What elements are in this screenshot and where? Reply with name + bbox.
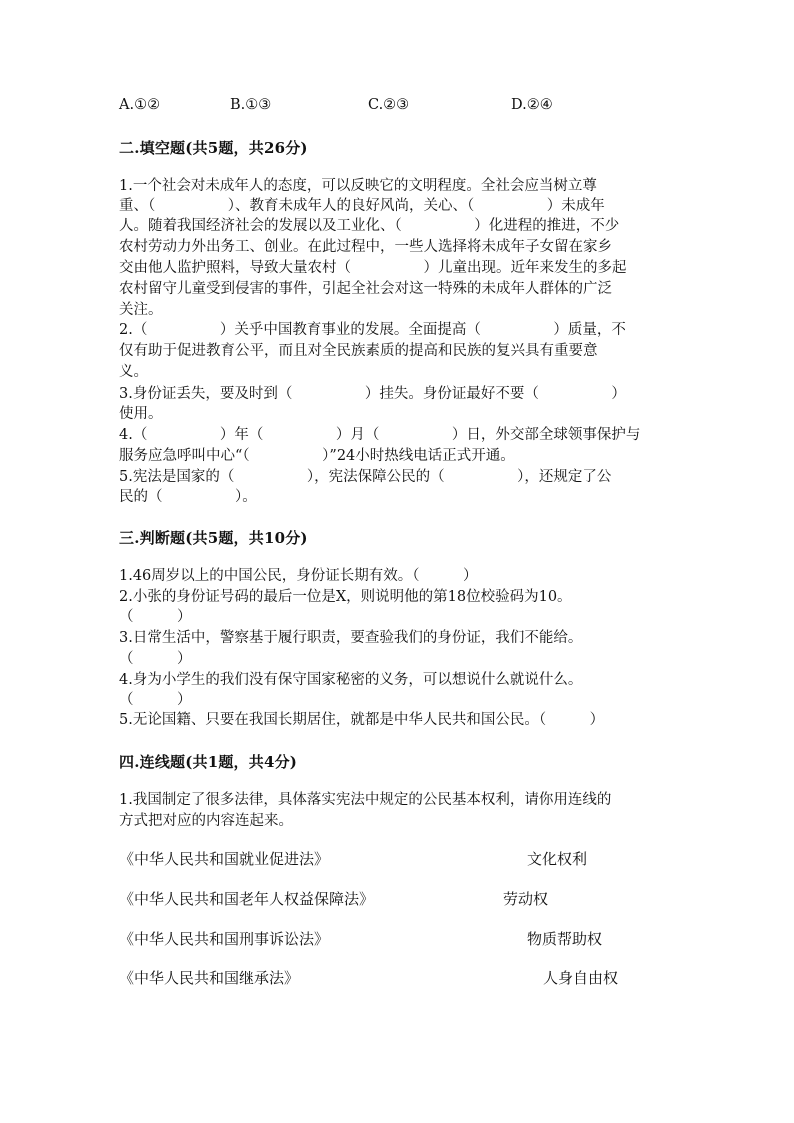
section2-line: 使用。 [119, 406, 163, 422]
section2-line: 农村劳动力外出务工、创业。在此过程中，一些人选择将未成年子女留在家乡 [119, 239, 612, 255]
right-item: 人身自由权 [543, 969, 619, 987]
right-item: 物质帮助权 [527, 930, 603, 948]
section2-line: 2.（ ）关乎中国教育事业的发展。全面提高（ ）质量，不 [119, 322, 626, 338]
section4-question-line: 1.我国制定了很多法律，具体落实宪法中规定的公民基本权利，请你用连线的 [119, 792, 612, 808]
option-b: B.①③ [230, 97, 272, 113]
section3-line: 2.小张的身份证号码的最后一位是X，则说明他的第18位校验码为10。 [119, 589, 572, 605]
section2-line: 义。 [119, 364, 148, 380]
section2-line: 5.宪法是国家的（ ），宪法保障公民的（ ），还规定了公 [119, 469, 612, 485]
law-item: 《中华人民共和国刑事诉讼法》 [119, 930, 330, 948]
section3-line: 3.日常生活中，警察基于履行职责，要查验我们的身份证，我们不能给。 [119, 630, 583, 646]
section2-line: 3.身份证丢失，要及时到（ ）挂失。身份证最好不要（ ） [119, 386, 626, 402]
section2-line: 服务应急呼叫中心“（ ）”24小时热线电话正式开通。 [119, 448, 515, 464]
section2-line: 人。随着我国经济社会的发展以及工业化、（ ）化进程的推进，不少 [119, 218, 620, 234]
section3-heading: 三.判断题(共5题，共10分) [119, 529, 308, 547]
section2-line: 4.（ ）年（ ）月（ ）日，外交部全球领事保护与 [119, 427, 641, 443]
section3-line: 4.身为小学生的我们没有保守国家秘密的义务，可以想说什么就说什么。 [119, 672, 583, 688]
right-item: 劳动权 [503, 890, 549, 908]
option-a: A.①② [119, 97, 161, 113]
section3-line: （ ） [119, 651, 192, 667]
section2-line: 仅有助于促进教育公平，而且对全民族素质的提高和民族的复兴具有重要意 [119, 343, 598, 359]
section3-line: 5.无论国籍、只要在我国长期居住，就都是中华人民共和国公民。（ ） [119, 712, 605, 728]
law-item: 《中华人民共和国老年人权益保障法》 [119, 890, 375, 908]
section2-line: 关注。 [119, 302, 163, 318]
section2-line: 重、（ ）、教育未成年人的良好风尚，关心、（ ）未成年 [119, 198, 605, 214]
section2-line: 1.一个社会对未成年人的态度，可以反映它的文明程度。全社会应当树立尊 [119, 178, 597, 194]
section3-line: （ ） [119, 609, 192, 625]
section4-question-line: 方式把对应的内容连起来。 [119, 813, 293, 829]
law-item: 《中华人民共和国继承法》 [119, 969, 300, 987]
right-item: 文化权利 [527, 850, 588, 868]
section2-line: 民的（ ）。 [119, 489, 257, 505]
option-d: D.②④ [511, 97, 553, 113]
section4-heading: 四.连线题(共1题，共4分) [119, 753, 298, 771]
section2-line: 交由他人监护照料，导致大量农村（ ）儿童出现。近年来发生的多起 [119, 260, 627, 276]
law-item: 《中华人民共和国就业促进法》 [119, 850, 330, 868]
section2-line: 农村留守儿童受到侵害的事件，引起全社会对这一特殊的未成年人群体的广泛 [119, 281, 612, 297]
section3-line: （ ） [119, 692, 192, 708]
section3-line: 1.46周岁以上的中国公民，身份证长期有效。（ ） [119, 568, 478, 584]
option-c: C.②③ [368, 97, 410, 113]
section2-heading: 二.填空题(共5题，共26分) [119, 139, 308, 157]
